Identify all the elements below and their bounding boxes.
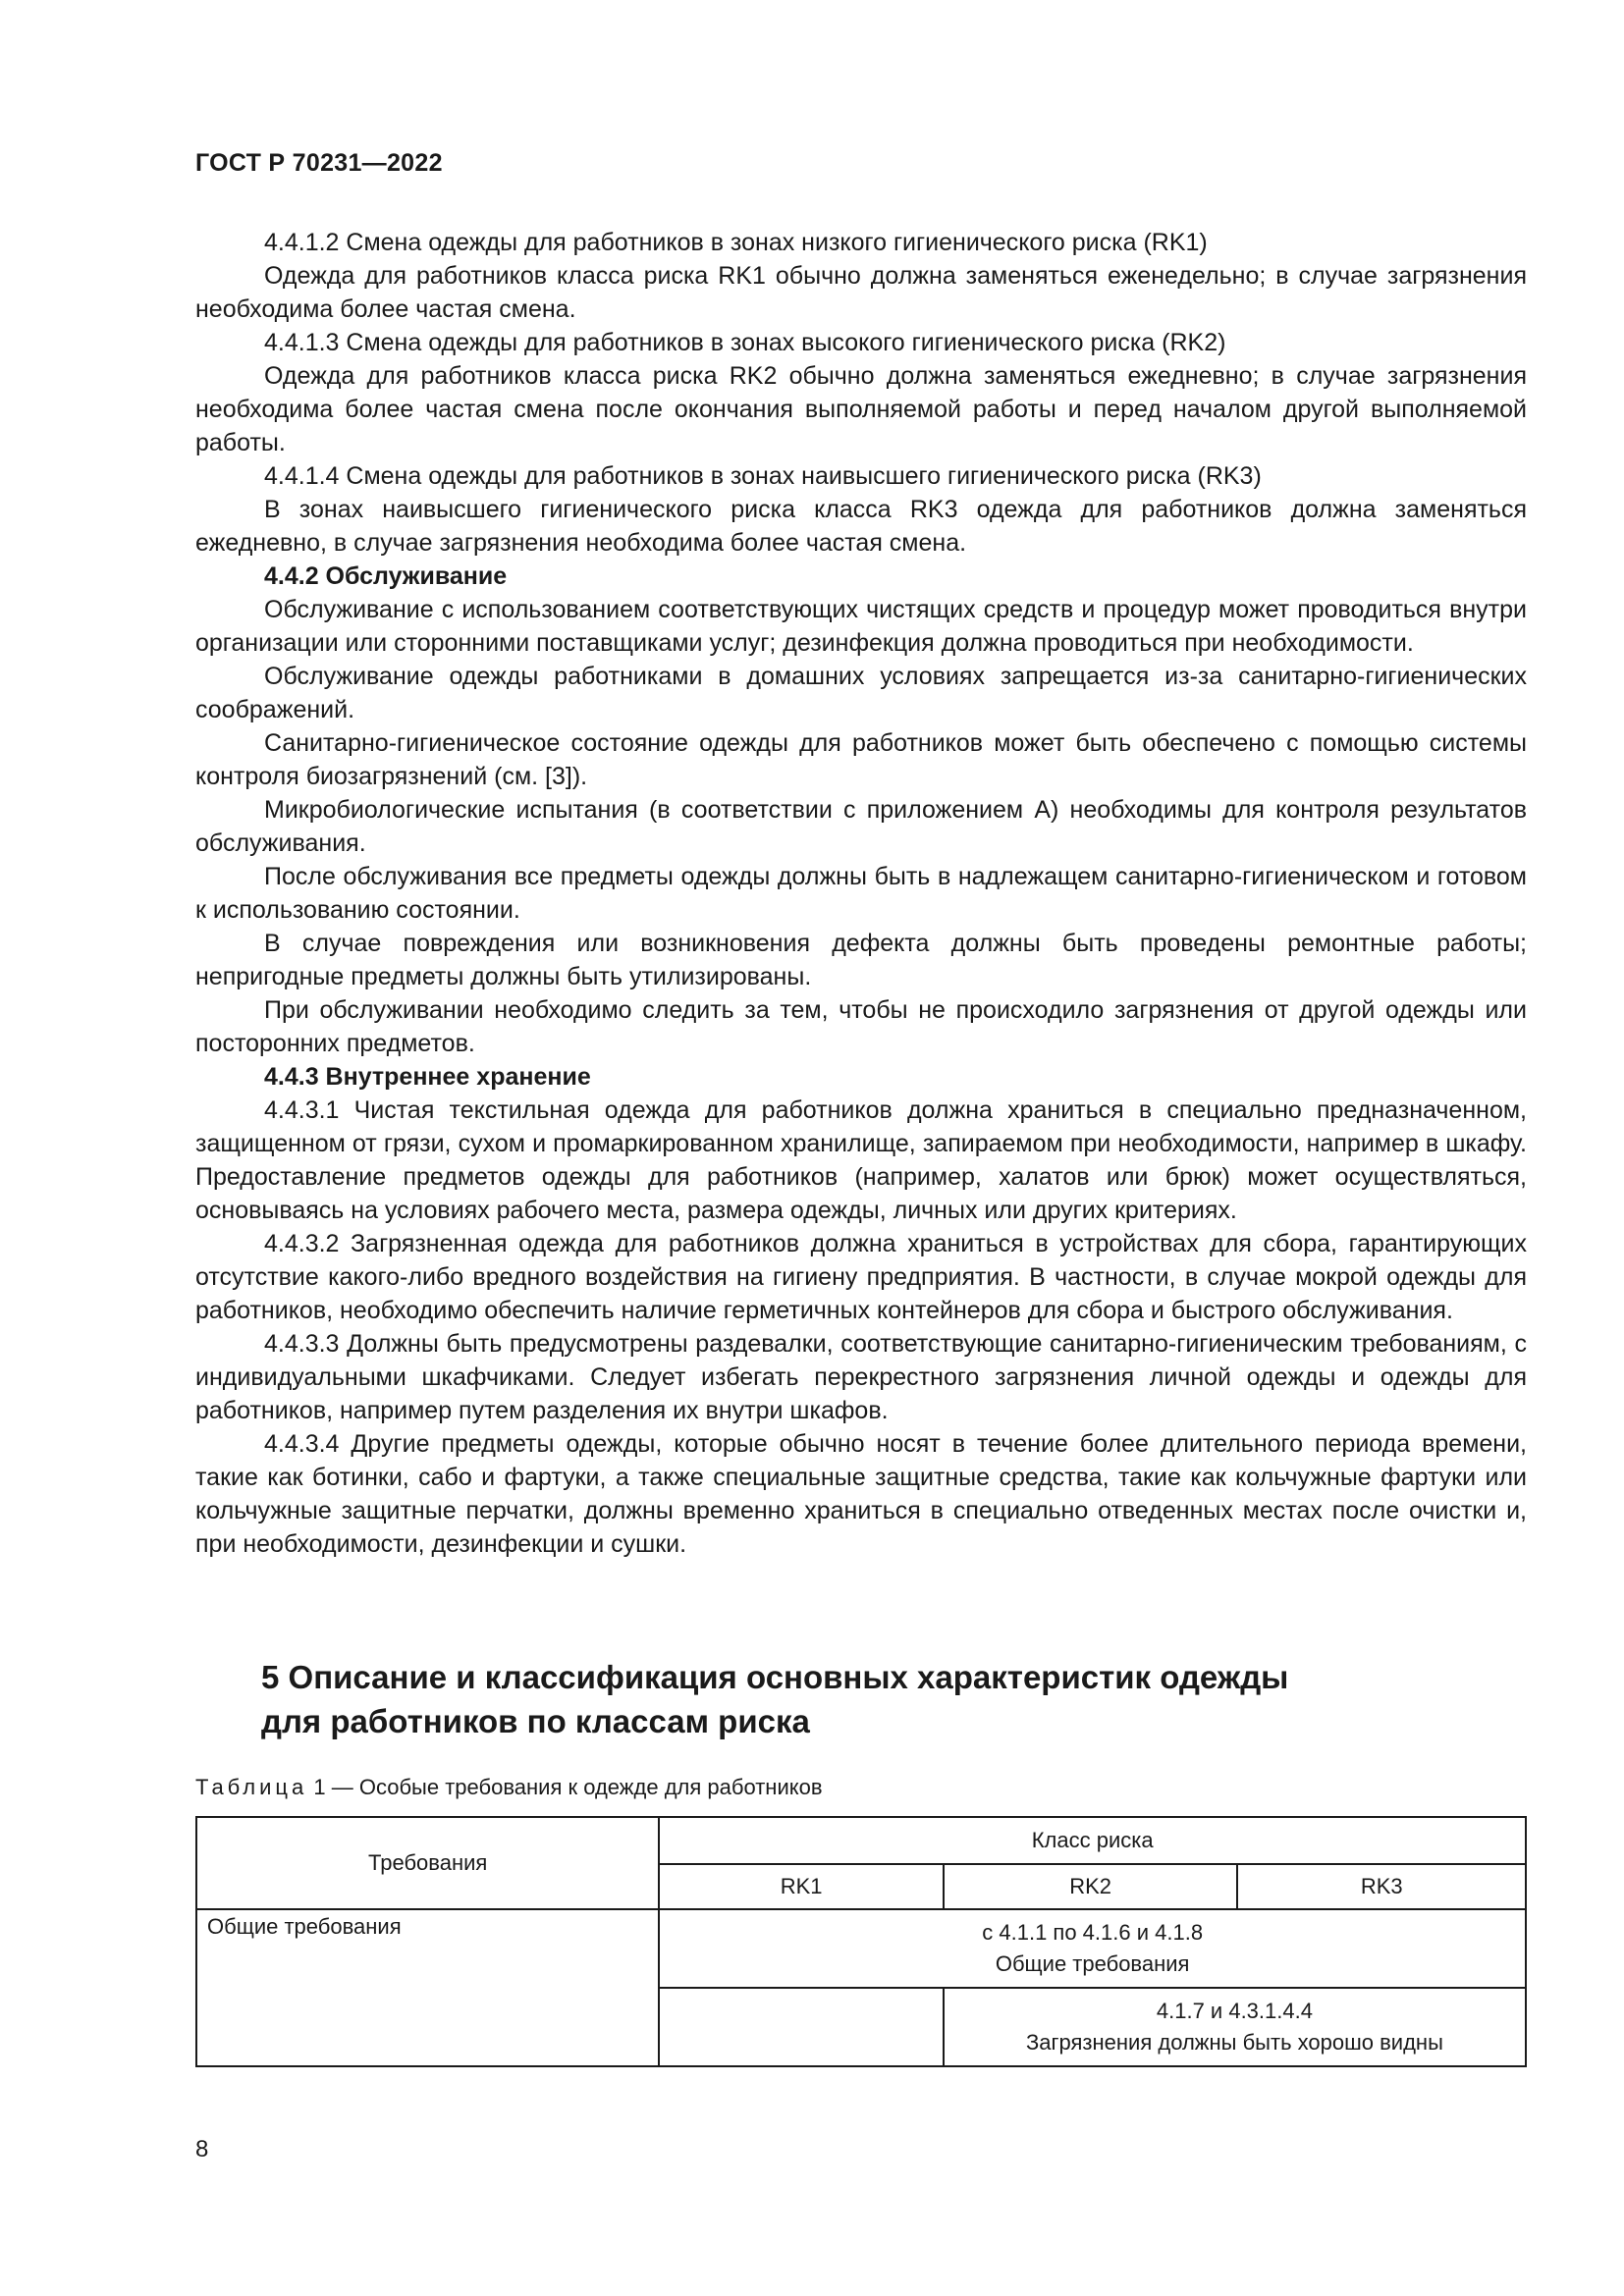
row-label-general: Общие требования	[196, 1909, 659, 2066]
paragraph: Санитарно-гигиеническое состояние одежды для работников может быть обеспечено с помощью системы контроля биозагрязнений (см. [3]).	[195, 729, 1527, 790]
header-rk1: RK1	[659, 1864, 944, 1909]
paragraph: При обслуживании необходимо следить за тем, чтобы не происходило загрязнения от другой одежды или посторонних предметов.	[195, 996, 1527, 1057]
cell-text: Общие требования	[995, 1951, 1190, 1976]
page-number: 8	[195, 2136, 209, 2163]
paragraph: В зонах наивысшего гигиенического риска класса RK3 одежда для работников должна заменяться ежедневно, в случае загрязнения необходима более частая смена.	[195, 496, 1527, 557]
table-caption-text: 1 — Особые требования к одежде для работников	[313, 1775, 823, 1799]
table-caption	[195, 1775, 823, 1800]
subsection-heading: 4.4.2 Обслуживание	[264, 562, 508, 590]
requirements-table	[195, 1816, 1527, 2067]
cell-general-all-classes	[659, 1909, 1526, 1988]
cell-text: Загрязнения должны быть хорошо видны	[1025, 2030, 1443, 2055]
paragraph: Микробиологические испытания (в соответствии с приложением А) необходимы для контроля результатов обслуживания.	[195, 796, 1527, 857]
subsection-heading: 4.4.3 Внутреннее хранение	[264, 1063, 591, 1091]
paragraph: 4.4.1.2 Смена одежды для работников в зонах низкого гигиенического риска (RK1)	[264, 229, 1208, 256]
paragraph: Обслуживание одежды работниками в домашних условиях запрещается из-за санитарно-гигиенических соображений.	[195, 663, 1527, 723]
paragraph: После обслуживания все предметы одежды должны быть в надлежащем санитарно-гигиеническом и готовом к использованию состоянии.	[195, 863, 1527, 924]
paragraph: В случае повреждения или возникновения дефекта должны быть проведены ремонтные работы; непригодные предметы должны быть утилизированы.	[195, 930, 1527, 990]
header-rk3: RK3	[1237, 1864, 1526, 1909]
paragraph: 4.4.3.1 Чистая текстильная одежда для работников должна храниться в специально предназначенном, защищенном от грязи, сухом и промаркированном хранилище, запираемом при необходимости, например в шкафу. Предоставление предметов одежды для работников (например, халатов или брюк) может осуществляться, основываясь на условиях рабочего места, размера одежды, личных или других критериях.	[195, 1096, 1527, 1224]
paragraph: Одежда для работников класса риска RK2 обычно должна заменяться ежедневно; в случае загрязнения необходима более частая смена после окончания выполняемой работы и перед началом другой выполняемой работы.	[195, 362, 1527, 456]
cell-reference: с 4.1.1 по 4.1.6 и 4.1.8	[982, 1920, 1204, 1945]
section-heading-line: 5 Описание и классификация основных характеристик одежды	[261, 1659, 1289, 1695]
cell-rk2-rk3	[944, 1988, 1526, 2066]
paragraph: Одежда для работников класса риска RK1 обычно должна заменяться еженедельно; в случае загрязнения необходима более частая смена.	[195, 262, 1527, 323]
cell-rk1-empty	[659, 1988, 944, 2066]
header-rk2: RK2	[944, 1864, 1238, 1909]
body-text	[195, 226, 1527, 1561]
paragraph: 4.4.3.3 Должны быть предусмотрены раздевалки, соответствующие санитарно-гигиеническим требованиям, с индивидуальными шкафчиками. Следует избегать перекрестного загрязнения личной одежды и одежды для работников, например путем разделения их внутри шкафов.	[195, 1330, 1527, 1424]
table-caption-label: Таблица	[195, 1775, 308, 1799]
paragraph: 4.4.1.4 Смена одежды для работников в зонах наивысшего гигиенического риска (RK3)	[264, 462, 1262, 490]
paragraph: 4.4.3.4 Другие предметы одежды, которые обычно носят в течение более длительного периода времени, такие как ботинки, сабо и фартуки, а также специальные защитные средства, такие как кольчужные фартуки или кольчужные защитные перчатки, должны временно храниться в специально отведенных местах после очистки и, при необходимости, дезинфекции и сушки.	[195, 1430, 1527, 1558]
cell-reference: 4.1.7 и 4.3.1.4.4	[1156, 1999, 1313, 2023]
header-requirements: Требования	[196, 1817, 659, 1909]
section-heading	[261, 1655, 1459, 1743]
paragraph: 4.4.3.2 Загрязненная одежда для работников должна храниться в устройствах для сбора, гарантирующих отсутствие какого-либо вредного воздействия на гигиену предприятия. В частности, в случае мокрой одежды для работников, необходимо обеспечить наличие герметичных контейнеров для сбора и быстрого обслуживания.	[195, 1230, 1527, 1324]
section-heading-line: для работников по классам риска	[261, 1703, 810, 1739]
paragraph: 4.4.1.3 Смена одежды для работников в зонах высокого гигиенического риска (RK2)	[264, 329, 1226, 356]
paragraph: Обслуживание с использованием соответствующих чистящих средств и процедур может проводиться внутри организации или сторонними поставщиками услуг; дезинфекция должна проводиться при необходимости.	[195, 596, 1527, 657]
header-risk-class: Класс риска	[659, 1817, 1526, 1864]
document-header: ГОСТ Р 70231—2022	[195, 149, 443, 177]
